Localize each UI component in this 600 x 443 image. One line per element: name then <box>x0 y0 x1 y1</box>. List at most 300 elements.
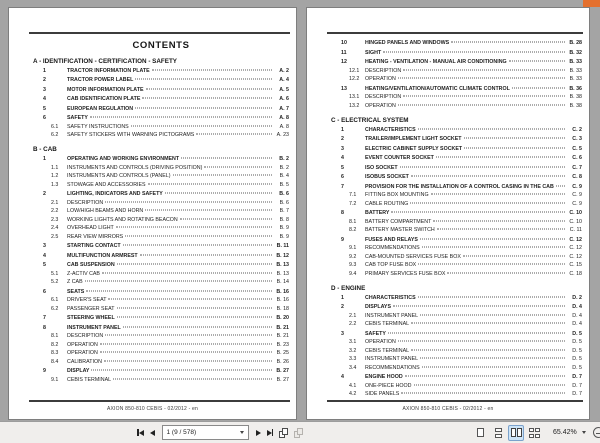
toc-entry-label: REAR VIEW MIRRORS <box>67 233 124 240</box>
toc-entry-number: 8.2 <box>51 341 59 348</box>
toc-entry-label: CEBIS TERMINAL <box>365 347 410 354</box>
toc-entry[interactable] <box>33 233 289 242</box>
toc-entry-number: 2 <box>43 191 46 197</box>
toc-entry[interactable] <box>33 114 289 123</box>
toc-entry-label: SAFETY <box>365 330 386 337</box>
toc-entry-page-ref: B. 2 <box>279 164 289 171</box>
toc-entry-number: 13 <box>341 85 347 92</box>
toc-dot-leader <box>464 138 565 139</box>
first-page-button[interactable] <box>137 425 144 441</box>
zoom-out-button[interactable] <box>593 427 600 438</box>
toc-entry-page-ref: C. 8 <box>572 174 582 180</box>
toc-entry[interactable] <box>33 155 289 164</box>
toc-entry[interactable] <box>331 39 582 48</box>
toc-entry-label: OPERATION <box>365 339 396 345</box>
toc-entry-number: 11 <box>341 49 347 56</box>
last-page-button[interactable] <box>267 425 274 441</box>
toc-entry-page-ref: C. 10 <box>569 210 582 216</box>
toc-dot-leader <box>131 125 272 126</box>
toc-entry-label: ISO SOCKET <box>365 164 398 171</box>
toc-entry-page-ref: B. 21 <box>276 333 289 339</box>
toc-dot-leader <box>148 183 272 184</box>
toc-entry-number: 6.1 <box>51 123 59 130</box>
toc-entry-number: 6 <box>43 115 46 121</box>
toc-dot-leader <box>123 326 272 327</box>
toc-entry[interactable] <box>331 102 582 111</box>
toc-entry[interactable] <box>331 355 582 364</box>
toc-entry-page-ref: B. 38 <box>569 94 582 100</box>
toc-entry-page-ref: B. 33 <box>569 59 582 65</box>
toc-dot-leader <box>86 290 272 291</box>
toc-entry[interactable] <box>33 376 289 385</box>
toc-entry-label: ELECTRIC CABINET SUPPLY SOCKET <box>365 145 463 152</box>
toc-entry[interactable] <box>33 314 289 323</box>
toc-entry-page-ref: B. 7 <box>279 208 289 214</box>
pdf-page-left <box>8 7 297 420</box>
toc-dot-leader <box>146 88 272 89</box>
toc-entry-page-ref: C. 5 <box>572 145 582 152</box>
toc-dot-leader <box>117 307 273 308</box>
toc-entry[interactable] <box>331 67 582 76</box>
toc-entry-page-ref: A. 7 <box>279 105 289 112</box>
toc-dot-leader <box>436 157 565 158</box>
toc-entry[interactable] <box>33 164 289 173</box>
toc-entry-page-ref: B. 36 <box>569 85 582 92</box>
toc-dot-leader <box>100 343 272 344</box>
chevron-down-icon <box>240 431 244 434</box>
single-page-icon <box>477 428 484 437</box>
toc-dot-leader <box>173 175 273 176</box>
previous-page-button[interactable] <box>150 425 155 441</box>
next-view-button[interactable] <box>294 425 303 441</box>
toc-dot-leader <box>116 227 272 228</box>
view-continuous-button[interactable] <box>490 425 506 441</box>
toc-dot-leader <box>400 166 565 167</box>
toc-entry-number: 12.1 <box>349 67 360 74</box>
toc-entry[interactable] <box>33 358 289 367</box>
toc-entry-label: OVERHEAD LIGHT <box>67 225 114 231</box>
toc-entry-page-ref: D. 2 <box>572 294 582 301</box>
toc-entry-label: PASSENGER SEAT <box>67 305 115 312</box>
toc-entry-label: BATTERY <box>365 210 390 216</box>
toc-entry[interactable] <box>33 270 289 279</box>
toc-entry-page-ref: B. 25 <box>276 350 289 356</box>
toc-entry-page-ref: C. 18 <box>569 270 582 277</box>
toc-entry-number: 9.2 <box>349 253 357 260</box>
toc-entry-label: FUSES AND RELAYS <box>365 236 418 243</box>
toc-entry-label: CAB TOP FUSE BOX <box>365 262 417 268</box>
toc-entry[interactable] <box>33 341 289 350</box>
toc-entry-number: 3.1 <box>349 339 357 345</box>
toc-entry[interactable] <box>33 288 289 297</box>
toc-entry-number: 3 <box>43 243 46 249</box>
toc-dot-leader <box>102 272 272 273</box>
page-navigation-group <box>134 422 306 443</box>
toc-entry[interactable] <box>33 207 289 216</box>
toc-entry[interactable] <box>331 338 582 347</box>
toc-entry-number: 6.1 <box>51 297 59 303</box>
toc-entry-page-ref: C. 9 <box>572 200 582 207</box>
toc-entry-number: 1 <box>341 294 344 301</box>
toc-entry-page-ref: B. 9 <box>279 225 289 231</box>
toc-entry[interactable] <box>331 173 582 182</box>
toc-entry-page-ref: B. 27 <box>276 368 289 374</box>
toc-entry-page-ref: B. 11 <box>276 243 289 249</box>
toc-entry-label: TRAILER/IMPLEMENT LIGHT SOCKET <box>365 136 462 142</box>
toc-entry-page-ref: B. 12 <box>276 252 289 259</box>
view-two-page-continuous-button[interactable] <box>526 425 542 441</box>
toc-entry-number: 12 <box>341 59 347 65</box>
toc-entry-page-ref: C. 9 <box>572 183 582 190</box>
toc-section-heading: A - IDENTIFICATION - CERTIFICATION - SAFETY <box>33 57 178 65</box>
toc-entry-page-ref: B. 38 <box>569 102 582 109</box>
toc-entry-label: ISOBUS SOCKET <box>365 174 409 180</box>
page-number-combo[interactable] <box>162 425 249 440</box>
toc-entry[interactable] <box>33 67 289 76</box>
toc-entry-label: PRIMARY SERVICES FUSE BOX <box>365 270 446 277</box>
toc-entry[interactable] <box>33 123 289 132</box>
toc-entry[interactable] <box>33 216 289 225</box>
toc-entry-page-ref: B. 27 <box>276 376 289 383</box>
toc-dot-leader <box>410 202 565 203</box>
toc-entry[interactable] <box>33 278 289 287</box>
toc-entry[interactable] <box>331 261 582 270</box>
toc-dot-leader <box>418 264 565 265</box>
toc-entry[interactable] <box>331 244 582 253</box>
toc-entry[interactable] <box>33 76 289 85</box>
toc-entry[interactable] <box>33 242 289 251</box>
toc-dot-leader <box>105 335 272 336</box>
toc-entry[interactable] <box>331 373 582 382</box>
toc-entry-number: 1.1 <box>51 164 59 171</box>
toc-entry[interactable] <box>331 236 582 245</box>
toc-entry[interactable] <box>33 324 289 333</box>
toc-entry[interactable] <box>331 294 582 303</box>
toc-entry-label: PROVISION FOR THE INSTALLATION OF A CONTROL CASING IN THE CAB <box>365 183 554 190</box>
toc-entry[interactable] <box>33 105 289 114</box>
toc-entry-label: TRACTOR INFORMATION PLATE <box>67 67 150 74</box>
view-single-page-button[interactable] <box>472 425 488 441</box>
toc-entry-label: Z-ACTIV CAB <box>67 270 100 277</box>
toc-dot-leader <box>420 314 565 315</box>
toc-entry[interactable] <box>33 131 289 140</box>
toc-dot-leader <box>383 51 565 52</box>
page-footer-text: AXION 850-810 CEBIS - 02/2012 - en <box>402 406 494 412</box>
toc-entry-page-ref: D. 5 <box>572 356 582 362</box>
toc-entry[interactable] <box>331 85 582 94</box>
toc-entry-label: Z CAB <box>67 279 83 285</box>
toc-dot-leader <box>405 376 565 377</box>
toc-dot-leader <box>152 69 272 70</box>
toc-entry-number: 7.2 <box>349 200 357 207</box>
toc-entry[interactable] <box>331 320 582 329</box>
toc-entry-number: 3 <box>43 86 46 93</box>
toc-dot-leader <box>105 201 272 202</box>
last-page-icon <box>272 429 274 436</box>
toc-entry-label: TRACTOR POWER LABEL <box>67 77 134 83</box>
toc-entry-page-ref: B. 21 <box>276 324 289 331</box>
toc-entry[interactable] <box>33 190 289 199</box>
toc-entry[interactable] <box>331 164 582 173</box>
toc-dot-leader <box>135 79 272 80</box>
toc-entry-number: 2.2 <box>349 321 357 327</box>
toc-entry-label: BATTERY MASTER SWITCH <box>365 227 435 233</box>
toc-entry[interactable] <box>331 135 582 144</box>
toc-entry[interactable] <box>33 305 289 314</box>
toc-dot-leader <box>420 358 565 359</box>
toc-entry-label: INSTRUMENT PANEL <box>365 312 419 319</box>
toc-entry[interactable] <box>331 330 582 339</box>
toc-entry-number: 4.2 <box>349 391 357 397</box>
toc-dot-leader <box>113 378 272 379</box>
toc-entry-page-ref: B. 9 <box>279 233 289 240</box>
toc-entry-number: 8.2 <box>349 227 357 233</box>
toc-entry-label: STEERING WHEEL <box>67 315 115 321</box>
toc-entry[interactable] <box>331 364 582 373</box>
toc-dot-leader <box>437 229 565 230</box>
toc-dot-leader <box>91 370 272 371</box>
toc-entry-label: DESCRIPTION <box>365 67 402 74</box>
toc-entry-number: 9.1 <box>349 245 357 251</box>
toc-entry-number: 2.1 <box>51 199 59 206</box>
toc-dot-leader <box>418 128 565 129</box>
toc-entry-page-ref: D. 7 <box>572 374 582 380</box>
toc-entry-page-ref: C. 6 <box>572 155 582 161</box>
toc-entry[interactable] <box>331 253 582 262</box>
continuous-page-icon <box>495 428 502 438</box>
previous-view-button[interactable] <box>279 425 288 441</box>
toc-entry-number: 5.2 <box>51 279 59 285</box>
toc-dot-leader <box>85 281 272 282</box>
toc-entry-number: 8.4 <box>51 358 59 365</box>
scrollbar-top-marker <box>583 0 600 7</box>
toc-dot-leader <box>391 212 565 213</box>
toc-entry-page-ref: A. 5 <box>279 86 289 93</box>
toc-entry-page-ref: A. 6 <box>279 96 289 102</box>
toc-entry[interactable] <box>331 58 582 67</box>
toc-entry-number: 3 <box>341 330 344 337</box>
toc-entry-label: EVENT COUNTER SOCKET <box>365 155 434 161</box>
toc-entry[interactable] <box>331 49 582 58</box>
toc-entry-page-ref: B. 2 <box>279 156 289 162</box>
toc-entry-number: 10 <box>341 40 347 46</box>
toc-entry[interactable] <box>331 145 582 154</box>
view-two-page-button[interactable] <box>508 425 524 441</box>
toc-entry-page-ref: B. 6 <box>279 191 289 197</box>
toc-dot-leader <box>117 317 272 318</box>
toc-entry-number: 4 <box>341 155 344 161</box>
toc-dot-leader <box>125 235 272 236</box>
chevron-down-icon[interactable] <box>582 431 586 434</box>
toc-entry[interactable] <box>331 226 582 235</box>
toc-entry-page-ref: B. 33 <box>569 67 582 74</box>
toc-entry-label: SAFETY STICKERS WITH WARNING PICTOGRAMS <box>67 132 195 138</box>
toc-entry-label: CHARACTERISTICS <box>365 294 416 301</box>
toc-entry[interactable] <box>33 199 289 208</box>
toc-entry-page-ref: A. 8 <box>279 115 289 121</box>
toc-entry-number: 4 <box>43 252 46 259</box>
toc-entry-page-ref: B. 33 <box>569 76 582 82</box>
toc-entry-page-ref: D. 4 <box>572 312 582 319</box>
toc-entry[interactable] <box>33 252 289 261</box>
toc-entry-page-ref: D. 5 <box>572 330 582 337</box>
toc-entry[interactable] <box>331 347 582 356</box>
toc-entry-number: 6.2 <box>51 132 59 138</box>
toc-entry[interactable] <box>331 75 582 84</box>
toc-entry[interactable] <box>331 303 582 312</box>
toc-dot-leader <box>398 78 565 79</box>
toc-entry[interactable] <box>331 312 582 321</box>
toc-entry[interactable] <box>33 296 289 305</box>
toc-entry-number: 2 <box>43 77 46 83</box>
toc-dot-leader <box>411 349 565 350</box>
toc-entry-number: 4 <box>43 96 46 102</box>
toc-dot-leader <box>411 323 565 324</box>
toc-entry[interactable] <box>33 86 289 95</box>
toc-entry-label: DISPLAY <box>67 368 90 374</box>
toc-entry[interactable] <box>33 349 289 358</box>
toc-entry[interactable] <box>331 382 582 391</box>
toc-entry-label: INSTRUMENTS AND CONTROLS (DRIVING POSITION) <box>67 164 203 171</box>
toc-entry[interactable] <box>331 270 582 279</box>
toc-dot-leader <box>403 96 565 97</box>
toc-entry-label: DRIVER'S SEAT <box>67 297 107 303</box>
toc-entry-label: OPERATION <box>365 102 396 109</box>
toc-entry-page-ref: B. 5 <box>279 181 289 188</box>
toc-entry-label: MOTOR INFORMATION PLATE <box>67 86 144 93</box>
toc-dot-leader <box>181 158 272 159</box>
toc-entry[interactable] <box>331 183 582 192</box>
next-page-button[interactable] <box>256 425 261 441</box>
toc-entry[interactable] <box>331 218 582 227</box>
two-page-icon <box>511 428 522 437</box>
toc-entry-page-ref: B. 32 <box>569 49 582 56</box>
toc-entry-label: OPERATING AND WORKING ENVIRONMENT <box>67 156 180 162</box>
toc-entry-label: INSTRUMENT PANEL <box>365 356 419 362</box>
toc-entry-label: DISPLAYS <box>365 304 392 310</box>
toc-dot-leader <box>422 247 565 248</box>
toc-entry-page-ref: B. 4 <box>279 173 289 179</box>
toc-dot-leader <box>204 166 272 167</box>
toc-entry-number: 13.1 <box>349 94 360 100</box>
toc-entry-number: 2.1 <box>349 312 357 319</box>
toc-entry-page-ref: C. 10 <box>569 218 582 225</box>
toc-entry[interactable] <box>33 181 289 190</box>
toc-dot-leader <box>145 210 272 211</box>
toc-entry-label: OPERATION <box>67 350 98 356</box>
toc-dot-leader <box>447 272 565 273</box>
toc-entry-number: 12.2 <box>349 76 360 82</box>
toc-entry-label: HEATING/VENTILATION/AUTOMATIC CLIMATE CONTROL <box>365 85 510 92</box>
toc-entry-page-ref: B. 8 <box>279 216 289 223</box>
toc-entry-number: 8.1 <box>349 218 357 225</box>
view-zoom-group <box>472 422 600 443</box>
toc-entry[interactable] <box>33 224 289 233</box>
page-footer-rule <box>29 400 290 402</box>
toc-entry[interactable] <box>33 95 289 104</box>
toc-entry-number: 3 <box>341 145 344 152</box>
toc-dot-leader <box>509 61 565 62</box>
toc-entry-label: LOW/HIGH BEAMS AND HORN <box>67 208 144 214</box>
toc-entry[interactable] <box>33 261 289 270</box>
toc-entry-number: 2.3 <box>51 216 59 223</box>
toc-entry-label: LIGHTING, INDICATORS AND SAFETY <box>67 191 163 197</box>
zoom-level-value[interactable]: 65.42% <box>553 429 577 436</box>
toc-entry-number: 5 <box>43 105 46 112</box>
toc-entry-page-ref: A. 4 <box>279 77 289 83</box>
toc-entry-page-ref: C. 7 <box>572 164 582 171</box>
toc-dot-leader <box>418 296 565 297</box>
toc-entry-label: FITTING BOX MOUNTING <box>365 192 429 198</box>
toc-entry-label: HEATING - VENTILATION - MANUAL AIR CONDITIONING <box>365 59 507 65</box>
toc-entry-number: 6.2 <box>51 305 59 312</box>
toc-entry[interactable] <box>331 191 582 200</box>
toc-dot-leader <box>393 306 565 307</box>
toc-dot-leader <box>140 254 272 255</box>
toc-dot-leader <box>556 185 565 186</box>
toc-entry[interactable] <box>33 367 289 376</box>
toc-entry-page-ref: C. 12 <box>569 236 582 243</box>
toc-entry[interactable] <box>331 390 582 399</box>
toc-entry-label: CALIBRATION <box>67 358 102 365</box>
toc-entry-page-ref: C. 12 <box>569 245 582 251</box>
toc-dot-leader <box>108 299 272 300</box>
toc-entry[interactable] <box>331 209 582 218</box>
toc-dot-leader <box>464 147 565 148</box>
toc-dot-leader <box>512 87 565 88</box>
toc-entry-label: MULTIFUNCTION ARMREST <box>67 252 138 259</box>
toc-dot-leader <box>431 194 565 195</box>
toc-entry-number: 6 <box>341 174 344 180</box>
toc-entry-label: DESCRIPTION <box>67 333 104 339</box>
toc-entry[interactable] <box>331 126 582 135</box>
toc-entry-number: 8.3 <box>51 350 59 356</box>
toc-entry-label: CAB SUSPENSION <box>67 262 115 268</box>
toc-entry-page-ref: C. 3 <box>572 136 582 142</box>
toc-entry[interactable] <box>331 93 582 102</box>
toc-entry-number: 8 <box>43 324 46 331</box>
toc-entry-number: 9.4 <box>349 270 357 277</box>
toc-entry-number: 8 <box>341 210 344 216</box>
toc-entry[interactable] <box>331 200 582 209</box>
toc-dot-leader <box>451 42 565 43</box>
toc-entry[interactable] <box>33 332 289 341</box>
right-page-content <box>331 8 582 399</box>
toc-entry-number: 1 <box>43 156 46 162</box>
toc-dot-leader <box>401 393 565 394</box>
left-page-content <box>33 8 289 384</box>
toc-entry-page-ref: C. 9 <box>572 192 582 198</box>
toc-entry-number: 13.2 <box>349 102 360 109</box>
next-view-icon <box>294 428 303 438</box>
toc-entry-page-ref: A. 8 <box>279 123 289 130</box>
toc-entry-label: SEATS <box>67 288 85 295</box>
toc-entry-label: ENGINE HOOD <box>365 374 403 380</box>
toc-dot-leader <box>135 107 272 108</box>
toc-entry[interactable] <box>331 154 582 163</box>
toc-entry-label: RECOMMENDATIONS <box>365 245 420 251</box>
toc-entry-label: SIGHT <box>365 49 382 56</box>
toc-entry[interactable] <box>33 172 289 181</box>
toc-dot-leader <box>420 238 565 239</box>
toc-dot-leader <box>403 69 565 70</box>
toc-entry-number: 9 <box>43 368 46 374</box>
toc-entry-number: 9 <box>341 236 344 243</box>
toc-entry-page-ref: C. 15 <box>569 262 582 268</box>
toc-entry-page-ref: B. 14 <box>276 279 289 285</box>
toc-entry-page-ref: B. 26 <box>276 358 289 365</box>
toc-entry-number: 2.4 <box>51 225 59 231</box>
